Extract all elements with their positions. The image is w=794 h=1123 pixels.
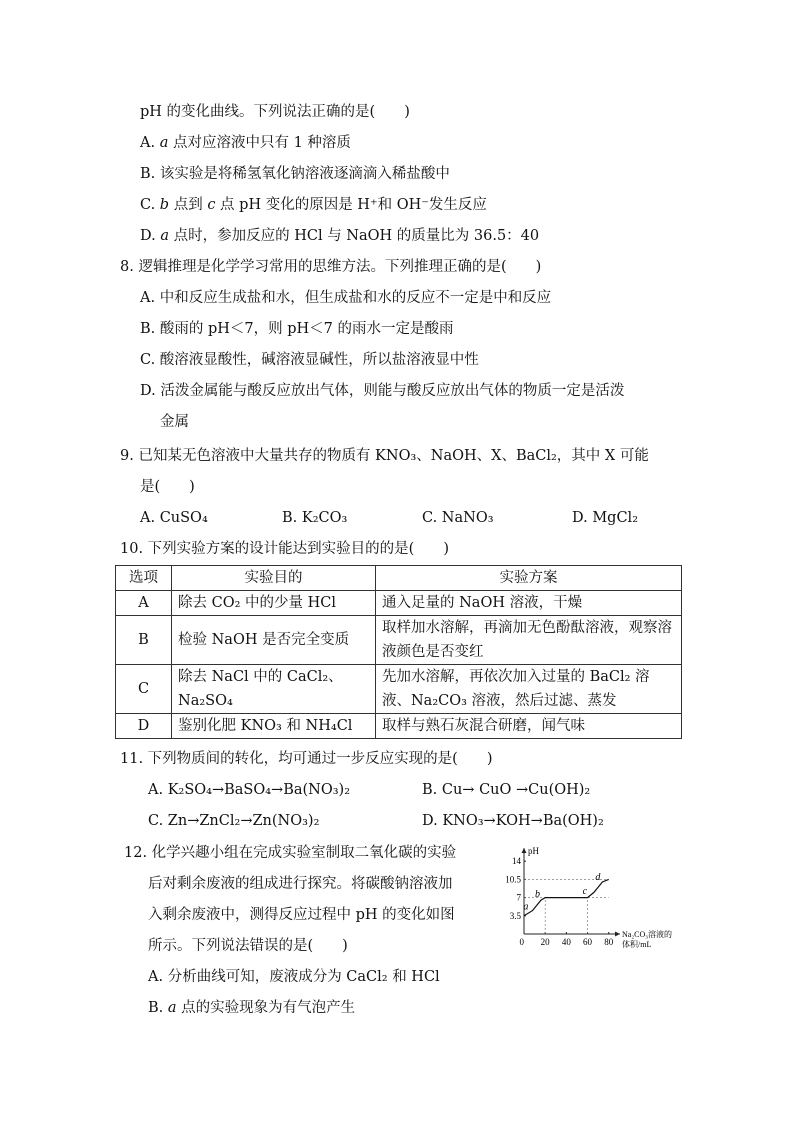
point-label: b (535, 889, 540, 901)
q8-option-b[interactable]: B. 酸雨的 pH＜7，则 pH＜7 的雨水一定是酸雨 (140, 321, 454, 337)
q11-option-c[interactable]: C. Zn→ZnCl₂→Zn(NO₃)₂ (148, 813, 320, 829)
table-header-row (116, 566, 682, 591)
x-tick-label: 20 (540, 937, 550, 947)
q12-option-b[interactable]: B. a 点的实验现象为有气泡产生 (148, 1000, 356, 1016)
y-axis-label: pH (528, 846, 539, 856)
q12-option-a[interactable]: A. 分析曲线可知，废液成分为 CaCl₂ 和 HCl (148, 969, 440, 985)
x-tick-label: 80 (604, 937, 614, 947)
table-row[interactable] (116, 714, 682, 739)
row-plan: 取样与熟石灰混合研磨，闻气味 (376, 714, 682, 739)
x-axis-arrow (615, 932, 620, 937)
row-option: B (116, 616, 172, 665)
q11-stem: 11. 下列物质间的转化，均可通过一步反应实现的是( ) (120, 751, 493, 767)
q8-option-a[interactable]: A. 中和反应生成盐和水，但生成盐和水的反应不一定是中和反应 (140, 290, 552, 306)
table-row[interactable] (116, 665, 682, 714)
point-label: a (523, 901, 529, 913)
q9-option-b[interactable]: B. K₂CO₃ (282, 510, 348, 526)
q8-option-d-continued: 金属 (160, 414, 189, 430)
row-option: C (116, 665, 172, 714)
q9-option-a[interactable]: A. CuSO₄ (140, 510, 208, 526)
y-tick-label: 14 (512, 856, 521, 867)
row-purpose: 鉴别化肥 KNO₃ 和 NH₄Cl (172, 714, 376, 739)
q8-stem: 8. 逻辑推理是化学学习常用的思维方法。下列推理正确的是( ) (120, 259, 542, 275)
q12-stem-line4: 所示。下列说法错误的是( ) (148, 938, 348, 954)
x-tick-label: 0 (519, 937, 524, 947)
table-row[interactable] (116, 591, 682, 616)
x-tick-label: 60 (583, 937, 593, 947)
row-option: D (116, 714, 172, 739)
q8-option-c[interactable]: C. 酸溶液显酸性，碱溶液显碱性，所以盐溶液显中性 (140, 352, 479, 368)
q9-stem: 9. 已知某无色溶液中大量共存的物质有 KNO₃、NaOH、X、BaCl₂，其中 X 可能 (120, 448, 649, 464)
header-plan: 实验方案 (376, 566, 682, 591)
q12-stem-line3: 入剩余废液中，测得反应过程中 pH 的变化如图 (148, 907, 455, 923)
y-tick-label: 3.5 (509, 910, 521, 921)
q7-stem-continuation: pH 的变化曲线。下列说法正确的是( ) (140, 104, 410, 120)
q10-stem: 10. 下列实验方案的设计能达到实验目的的是( ) (120, 541, 449, 557)
q12-stem-line2: 后对剩余废液的组成进行探究。将碳酸钠溶液加 (148, 876, 453, 892)
row-plan: 取样加水溶解，再滴加无色酚酞溶液，观察溶液颜色是否变红 (376, 616, 682, 665)
row-plan: 先加水溶解，再依次加入过量的 BaCl₂ 溶液、Na₂CO₃ 溶液，然后过滤、蒸发 (376, 665, 682, 714)
q11-option-b[interactable]: B. Cu→ CuO →Cu(OH)₂ (422, 782, 591, 798)
row-purpose: 检验 NaOH 是否完全变质 (172, 616, 376, 665)
point-label: d (595, 872, 601, 883)
q7-option-b[interactable]: B. 该实验是将稀氢氧化钠溶液逐滴滴入稀盐酸中 (140, 166, 450, 182)
q9-stem-continued: 是( ) (140, 479, 195, 495)
q11-option-d[interactable]: D. KNO₃→KOH→Ba(OH)₂ (422, 813, 604, 829)
row-purpose: 除去 NaCl 中的 CaCl₂、Na₂SO₄ (172, 665, 376, 714)
x-axis-label: Na₂CO₃溶液的 (622, 930, 673, 939)
row-plan: 通入足量的 NaOH 溶液，干燥 (376, 591, 682, 616)
row-purpose: 除去 CO₂ 中的少量 HCl (172, 591, 376, 616)
ph-chart (500, 842, 680, 957)
q12-stem-line1: 12. 化学兴趣小组在完成实验室制取二氧化碳的实验 (124, 845, 457, 861)
x-axis-label-cont: 体积/mL (622, 940, 652, 949)
header-option: 选项 (116, 566, 172, 591)
row-option: A (116, 591, 172, 616)
header-purpose: 实验目的 (172, 566, 376, 591)
x-tick-label: 40 (561, 937, 571, 947)
y-tick-label: 7 (516, 892, 521, 903)
point-label: c (582, 886, 588, 898)
q9-option-c[interactable]: C. NaNO₃ (422, 510, 494, 526)
q8-option-d[interactable]: D. 活泼金属能与酸反应放出气体，则能与酸反应放出气体的物质一定是活泼 (140, 383, 625, 399)
table-row[interactable] (116, 616, 682, 665)
q7-option-a[interactable]: A. a 点对应溶液中只有 1 种溶质 (140, 135, 351, 151)
y-axis-arrow (522, 848, 527, 853)
q9-option-d[interactable]: D. MgCl₂ (572, 510, 639, 526)
q10-table (115, 565, 682, 739)
q11-option-a[interactable]: A. K₂SO₄→BaSO₄→Ba(NO₃)₂ (148, 782, 351, 798)
q7-option-d[interactable]: D. a 点时，参加反应的 HCl 与 NaOH 的质量比为 36.5：40 (140, 228, 540, 244)
y-tick-label: 10.5 (505, 874, 521, 885)
q7-option-c[interactable]: C. b 点到 c 点 pH 变化的原因是 H⁺和 OH⁻发生反应 (140, 197, 487, 213)
